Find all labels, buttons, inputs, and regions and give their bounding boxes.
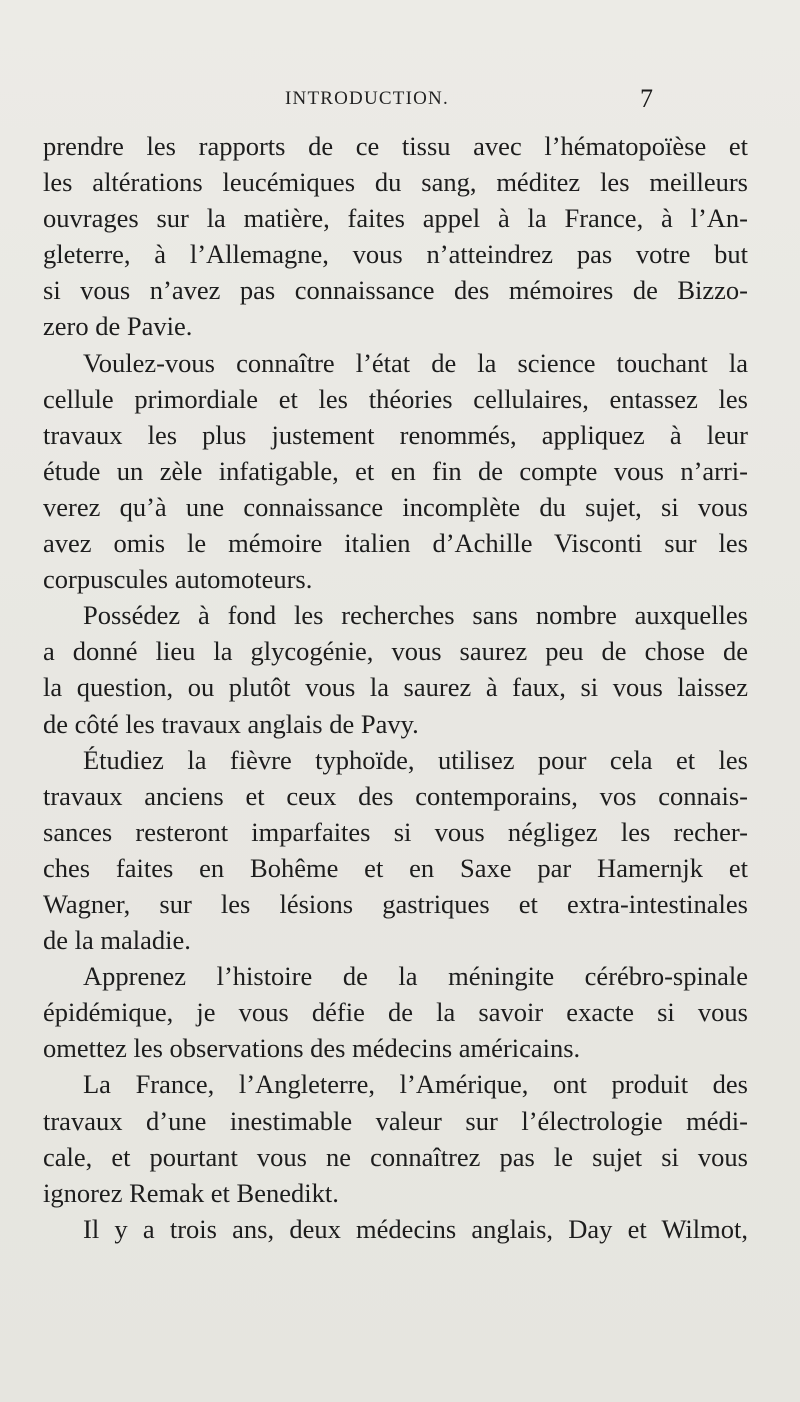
- text-line: les altérations leucémiques du sang, méditez les meilleurs: [43, 167, 748, 198]
- text-line: Possédez à fond les recherches sans nombre auxquelles: [83, 600, 748, 631]
- text-line: Il y a trois ans, deux médecins anglais, Day et Wilmot,: [83, 1213, 748, 1244]
- text-line: travaux d’une inestimable valeur sur l’électrologie médi-: [43, 1105, 748, 1136]
- text-line: La France, l’Angleterre, l’Amérique, ont produit des: [83, 1069, 748, 1100]
- text-line: épidémique, je vous défie de la savoir exacte si vous: [43, 997, 748, 1028]
- text-line: avez omis le mémoire italien d’Achille Visconti sur les: [43, 528, 748, 559]
- text-line: gleterre, à l’Allemagne, vous n’atteindrez pas votre but: [43, 239, 748, 270]
- text-line: Voulez-vous connaître l’état de la science touchant la: [83, 347, 748, 378]
- text-line: Étudiez la fièvre typhoïde, utilisez pour cela et les: [83, 744, 748, 775]
- text-line: sances resteront imparfaites si vous négligez les recher-: [43, 816, 748, 847]
- page-number: 7: [640, 84, 653, 113]
- text-line: la question, ou plutôt vous la saurez à faux, si vous laissez: [43, 672, 748, 703]
- text-line: Apprenez l’histoire de la méningite cérébro-spinale: [83, 961, 748, 992]
- text-line: de côté les travaux anglais de Pavy.: [43, 708, 419, 739]
- text-line: étude un zèle infatigable, et en fin de compte vous n’arri-: [43, 455, 748, 486]
- text-line: ches faites en Bohême et en Saxe par Hamernjk et: [43, 852, 748, 883]
- text-line: prendre les rapports de ce tissu avec l’hématopoïèse et: [43, 131, 748, 161]
- page-header: [0, 84, 800, 118]
- text-line: travaux anciens et ceux des contemporains, vos connais-: [43, 780, 748, 811]
- text-line: omettez les observations des médecins américains.: [43, 1033, 581, 1064]
- running-title: INTRODUCTION.: [285, 88, 449, 109]
- body-text: [43, 128, 748, 1247]
- text-line: Wagner, sur les lésions gastriques et extra-intestinales: [43, 888, 748, 919]
- text-line: a donné lieu la glycogénie, vous saurez peu de chose de: [43, 636, 748, 667]
- text-line: verez qu’à une connaissance incomplète du sujet, si vous: [43, 491, 748, 522]
- text-line: zero de Pavie.: [43, 311, 193, 342]
- text-line: ouvrages sur la matière, faites appel à la France, à l’An-: [43, 203, 748, 234]
- text-line: de la maladie.: [43, 925, 191, 956]
- text-line: cale, et pourtant vous ne connaîtrez pas le sujet si vous: [43, 1141, 748, 1172]
- text-line: travaux les plus justement renommés, appliquez à leur: [43, 419, 748, 450]
- text-line: cellule primordiale et les théories cellulaires, entassez les: [43, 383, 748, 414]
- text-line: corpuscules automoteurs.: [43, 564, 313, 595]
- text-line: ignorez Remak et Benedikt.: [43, 1177, 339, 1208]
- text-line: si vous n’avez pas connaissance des mémoires de Bizzo-: [43, 275, 748, 306]
